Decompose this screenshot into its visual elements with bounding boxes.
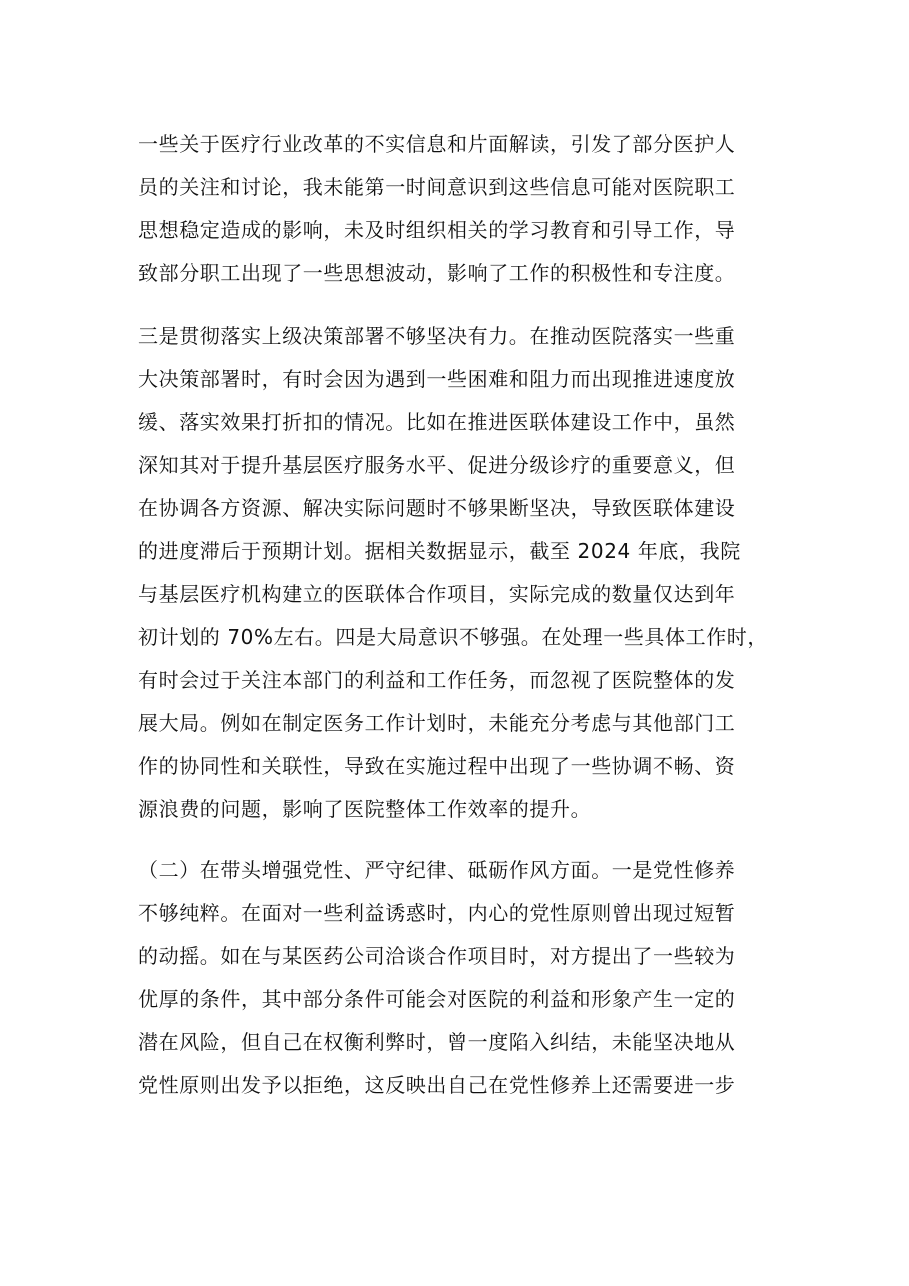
- text-line: 优厚的条件，其中部分条件可能会对医院的利益和形象产生一定的: [138, 987, 736, 1011]
- text-line: 不够纯粹。在面对一些利益诱惑时，内心的党性原则曾出现过短暂: [138, 901, 736, 925]
- text-line: 初计划的 70%左右。四是大局意识不够强。在处理一些具体工作时，: [138, 625, 769, 649]
- text-line: 的动摇。如在与某医药公司洽谈合作项目时，对方提出了一些较为: [138, 944, 736, 968]
- text-line: 潜在风险，但自己在权衡利弊时，曾一度陷入纠结，未能坚决地从: [138, 1030, 736, 1054]
- text-line: 有时会过于关注本部门的利益和工作任务，而忽视了医院整体的发: [138, 668, 736, 692]
- text-line: 源浪费的问题，影响了医院整体工作效率的提升。: [138, 797, 592, 821]
- text-line: 深知其对于提升基层医疗服务水平、促进分级诊疗的重要意义，但: [138, 453, 736, 477]
- text-line: 的进度滞后于预期计划。据相关数据显示，截至 2024 年底，我院: [138, 539, 741, 563]
- text-line: 作的协同性和关联性，导致在实施过程中出现了一些协调不畅、资: [138, 754, 736, 778]
- section-heading-line: （二）在带头增强党性、严守纪律、砥砺作风方面。一是党性修养: [138, 858, 736, 882]
- text-line: 致部分职工出现了一些思想波动，影响了工作的积极性和专注度。: [138, 261, 736, 285]
- text-line: 缓、落实效果打折扣的情况。比如在推进医联体建设工作中，虽然: [138, 410, 736, 434]
- text-line: 展大局。例如在制定医务工作计划时，未能充分考虑与其他部门工: [138, 711, 736, 735]
- text-line: 在协调各方资源、解决实际问题时不够果断坚决，导致医联体建设: [138, 496, 736, 520]
- text-line: 党性原则出发予以拒绝，这反映出自己在党性修养上还需要进一步: [138, 1073, 736, 1097]
- text-line: 一些关于医疗行业改革的不实信息和片面解读，引发了部分医护人: [138, 132, 736, 156]
- text-line: 大决策部署时，有时会因为遇到一些困难和阻力而出现推进速度放: [138, 367, 736, 391]
- text-line: 三是贯彻落实上级决策部署不够坚决有力。在推动医院落实一些重: [138, 324, 736, 348]
- text-line: 思想稳定造成的影响，未及时组织相关的学习教育和引导工作，导: [138, 218, 736, 242]
- text-line: 与基层医疗机构建立的医联体合作项目，实际完成的数量仅达到年: [138, 582, 736, 606]
- text-line: 员的关注和讨论，我未能第一时间意识到这些信息可能对医院职工: [138, 175, 736, 199]
